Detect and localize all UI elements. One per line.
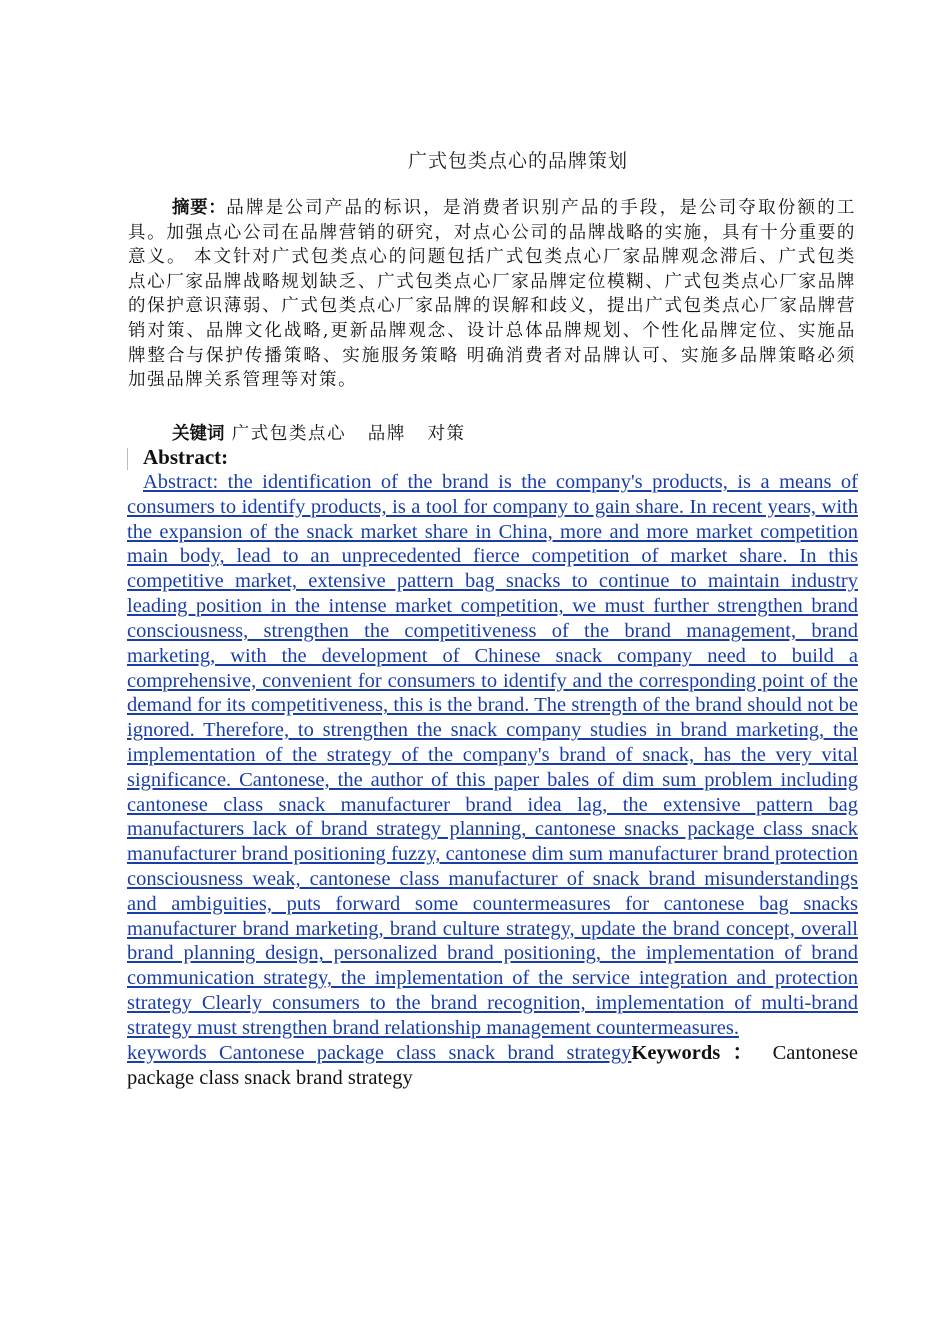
english-keywords-label: Keywords [631, 1041, 721, 1064]
english-abstract-link[interactable]: Abstract: the identification of the brand is the company's products, is a means of consumers to identify products, is a tool for company to gain share. In recent years, with the expansion of the snack market share in China, more and more market competition main body, lead to an unprecedented fierce competition of market share. In this competitive market, extensive pattern bag snacks to continue to maintain industry leading position in the intense market competition, we must further strengthen brand consciousness, strengthen the competitiveness of the brand management, brand marketing, with the development of Chinese snack company need to build a comprehensive, convenient for consumers to identify and the corresponding point of the demand for its competitiveness, this is the brand. The strength of the brand should not be ignored. Therefore, to strengthen the snack company studies in brand marketing, the implementation of the strategy of the company's brand of snack, has the very vital significance. Cantonese, the author of this paper bales of dim sum problem including cantonese class snack manufacturer brand idea lag, the extensive pattern bag manufacturers lack of brand strategy planning, cantonese snacks package class snack manufacturer brand positioning fuzzy, cantonese dim sum manufacturer brand protection consciousness weak, cantonese class manufacturer of snack brand misunderstandings and ambiguities, puts forward some countermeasures for cantonese bag snacks manufacturer brand marketing, brand culture strategy, update the brand concept, overall brand planning design, personalized brand positioning, the implementation of brand communication strategy, the implementation of the service integration and protection strategy Clearly consumers to the brand recognition, implementation of multi-brand strategy must strengthen brand relationship management countermeasures. [127, 471, 858, 1039]
chinese-keywords-label: 关键词 [172, 424, 225, 444]
english-keywords-link[interactable]: keywords Cantonese package class snack brand strategy [127, 1041, 632, 1064]
document-title: 广式包类点心的品牌策划 [407, 150, 628, 172]
english-abstract [127, 470, 858, 1090]
text-cursor [127, 448, 128, 470]
chinese-keywords [172, 420, 466, 445]
chinese-abstract [128, 196, 856, 393]
chinese-keywords-text: 广式包类点心 品牌 对策 [224, 424, 466, 444]
english-abstract-heading: Abstract: [143, 445, 229, 469]
english-keywords-text: Cantonese package class snack brand strategy [127, 1041, 859, 1089]
english-keywords-colon: ： [732, 1041, 761, 1064]
chinese-abstract-text: 品牌是公司产品的标识，是消费者识别产品的手段，是公司夺取份额的工具。加强点心公司在品牌营销的研究，对点心公司的品牌战略的实施，具有十分重要的意义。 本文针对广式包类点心的问题包括广式包类点心厂家品牌观念滞后、广式包类点心厂家品牌战略规划缺乏、广式包类点心厂家品牌定位模糊、广式包类点心厂家品牌的保护意识薄弱、广式包类点心厂家品牌的误解和歧义，提出广式包类点心厂家品牌营销对策、品牌文化战略,更新品牌观念、设计总体品牌规划、个性化品牌定位、实施品牌整合与保护传播策略、实施服务策略 明确消费者对品牌认可、实施多品牌策略必须加强品牌关系管理等对策。 [128, 198, 857, 391]
chinese-abstract-label: 摘要： [172, 198, 227, 218]
